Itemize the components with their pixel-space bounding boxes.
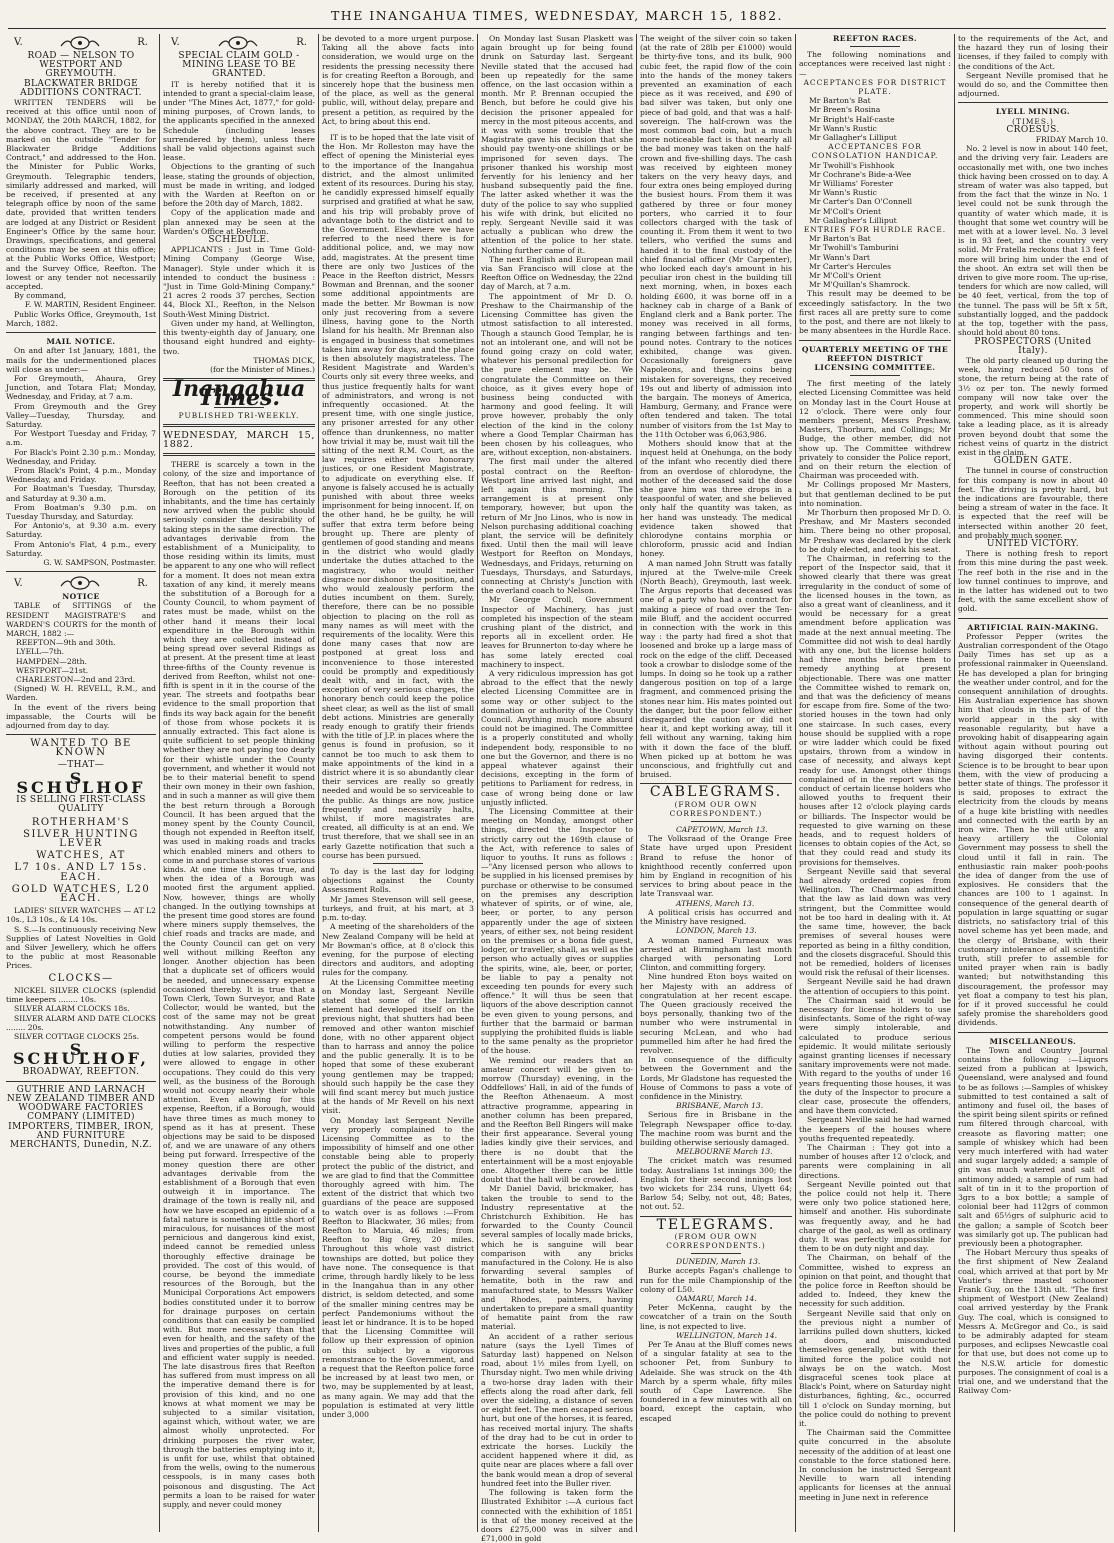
notice-foot: In the event of the rivers being impassable, the Courts will be adjourned from day to day. (6, 702, 156, 731)
leader-article: THERE is scarcely a town in the colony, of the size and importance of Reefton, that has not been created a Borough on the petition of its inhabitants, and the time has certainly now arrived when the public should seriously consider the desirability of taking steps in the same direction. The advantages derivable from the establishment of a Municipality, to those residing within its limits, must be apparent to any one who will reflect for a moment. It does not mean extra taxation of any kind, it merely means the substitution of a Borough for a County Council, to whom payment of rates must be made, whilst on the other hand it means their local expenditure in the Borough within which they are collected instead of being spread over several Ridings as at present. At the present time at least three-fifths of the County revenue is derived from Reefton, whilst not one-fifth is spent in it in the course of the year. The streets and footpaths bear evidence to the small proportion that finds its way back again for the benefit of those from whose pockets it is annually extracted. This fact alone is quite sufficient to set people thinking whether they are not paying too dearly for their whistle under the County government, and whether it would not be to their material benefit to spend their own money in their own fashion, and in such a manner as will give them the best return through a Borough Council. It has been argued that the money spent by the County Council, though not expended in Reefton itself, was used in making roads and tracks which enabled miners and others to come in and purchase stores of various kinds. At one time this was true, and when the idea of a Borough was mooted first the argument applied. Now, however, things are wholly changed. In the outlying townships at the present time good stores are found where miners supply themselves, the chief roads and tracks are made, and the County Council can get on very well without milking Reefton any longer. Another objection has been that a duplicate set of officers would be needed, and unnecessary expense occasioned thereby. It is true that a Town Clerk, Town Surveyor, and Rate Collector, would be wanted, but the cost of the same may not be great notwithstanding. Any number of competent persons would be found willing to perform the respective duties at low salaries, provided they were allowed to engage in other occupations. They could do this very well, as the business of the Borough would not occupy nearly their whole attention. Even allowing for this expense, Reefton, if a Borough, would have three times as much money to spend as it has at present. These objections may be said to be disposed of, and we are unaware of any others being put forward. Irrespective of the money question there are other advantages derivable from the establishment of a Borough that even outweigh it in importance. The drainage of the town is really nil, and how we have escaped an epidemic of a fatal nature is something little short of miraculous, for nuisances of the most pernicious and dangerous kind exist, indeed cannot be remedied unless thoroughly effective drainage be provided. The cost of this would, of course, be beyond the immediate resources of the Borough, but the Municipal Corporations Act empowers bodies constituted under it to borrow for drainage purposes on certain conditions that can easily be complied with. But more necessary than that even for health, and the safety of the lives and properties of the public, a full and efficient water supply is needed. The late disastrous fires that Reefton has suffered from must impress on all the imperative demand there is for provision of this kind, and no one knows at what moment we may be subjected to a similar visitation, against which, without water, we are almost wholly unprotected. For drinking purposes the river water, through the batteries emptying into it, is unfit for use, whilst that obtained from the wells, owing to the numerous cesspools, is in many cases both poisonous and disgusting. The Act permits a loan to be raised for water supply, and never could money (163, 460, 315, 1510)
mail-line: From Black's Point, 4 p.m., Monday Wednesday, and Friday. (6, 465, 156, 485)
race-entry: Mr Wann's Dart (809, 252, 870, 262)
paragraph: The Chairman : They got into a number of houses after 12 o'clock, and parents were complaining in all directions. (799, 1142, 951, 1180)
watches-line: WATCHES, AT (36, 850, 126, 862)
croesus-date: FRIDAY March 10. (1035, 135, 1108, 145)
schedule-heading: SCHEDULE. (208, 235, 270, 246)
clock-line: SILVER ALARM CLOCKS 18s. (14, 1004, 130, 1014)
paragraph: This result may be deemed to be exceedingly satisfactory. In the two first races all are pretty sure to come to the post, and there are not likely to be many absentees in the Hurdle Race. (799, 289, 951, 336)
prospectors-heading: PROSPECTORS (United Italy). (974, 336, 1092, 356)
paragraph: to the requirements of the Act, and the hazard they run of losing their licenses, if they failed to comply with the conditions of the Act. (958, 34, 1108, 71)
silver-line: SILVER HUNTING LEVER (23, 828, 139, 850)
paragraph: The Chairman, in referring to the report of the Inspector said, that it showed clearly that there was great irregularity in the conduct of some of the licensed houses in the town, as also a great want of cleanliness, and it would be necessary for a great amendment before application was made at the next annual meeting. The Committee did not wish to deal hardly with any one, but the license holders had three months before them to remedy anything at present objectionable. There was one matter the Committee wished to remark on, and that was the deficiency of means for escape from fire. Some of the two-storied houses in the town had only one staircase. In such cases, every house should be supplied with a rope or wire ladder which could be fixed upstairs, thrown from a window in case of necessity, and always kept ready for use. Amongst other things complained of in the report was the conduct of certain license holders who allowed youths to frequent their houses after 12 o'clock playing cards or billiards. The Inspector would be requested to give warning on these heads, and to request holders of licenses to obtain copies of the Act, so that they could read and study its provisions for themselves. (799, 553, 951, 867)
paragraph: Sergeant Neville said he had drawn the attention of occupiers to this point. (799, 977, 951, 996)
lease-body: Copy of the application made and plan annexed may be seen at the Warden's Office at Reefton. (163, 208, 315, 236)
sitting-line: REEFTON—9th and 30th. (16, 638, 116, 648)
wanted-heading: WANTED TO BE KNOWN (30, 738, 132, 759)
column-rule (477, 34, 478, 1532)
sitting-line: LYELL—7th. (16, 647, 64, 657)
mail-line: From Greymouth and the Grey Valley—Tuesday, Thursday, and Saturday. (6, 401, 156, 429)
race-entry: Mr Wann's Rustic (809, 123, 877, 133)
divider (958, 102, 1108, 103)
running-head: THE INANGAHUA TIMES, WEDNESDAY, MARCH 15, 1882. (330, 8, 784, 23)
divider (6, 332, 156, 333)
column-5 (640, 34, 792, 1532)
lyell-title: LYELL MINING. (995, 107, 1071, 117)
paragraph: Sergeant Neville pointed out that the police could not help it. There were only two police stationed here, himself and another. His subordinate was frequently away, and he had charge of the gaol, as well as ordinary duty. It was perfectly impossible for them to be on duty night and day. (799, 1179, 951, 1254)
place-line: LONDON, March 13. (676, 926, 757, 936)
paragraph: Sergeant Neville said that several had already ordered copies from Wellington. The Chairman admitted that the law as laid down was very stringent, but the Committee would not be too hard in dealing with it. At the same time, however, the back premises of several houses were reported as being in a filthy condition, and the closets disgraceful. Should this not be remedied, holders of licenses would risk the refusal of their licenses. (799, 866, 951, 978)
paragraph: Mr Thorburn then proposed Mr D. O. Preshaw, and Mr Masters seconded him. There being no other proposal, Mr Preshaw was declared by the clerk to be duly elected, and took his seat. (799, 507, 951, 554)
mail-line: From Boatman's 9.30 p.m. on Tuesday Thursday, and Saturday. (6, 502, 156, 521)
notice-signature: (Signed) W. H. REVELL, R.M., and Warden. (6, 684, 156, 703)
ladies-line: LADIES' SILVER WATCHES — AT L2 10s., L3 10s., & L4 10s. (6, 906, 156, 925)
column-rule (636, 34, 637, 1532)
paper-title: Inangahua Times. (172, 376, 306, 412)
paragraph: A very ridiculous impression has got abroad to the effect that the newly elected Licensing Committee are in some way or other subject to the domination or authority of the County Council. Anything much more absurd could not be imagined. The Committee is a properly constituted and wholly independent body, responsible to no one but the Governor, and there is no appeal whatever against their decisions, excepting in the form of petitions to Parliament for redress, in case of wrong being done or law unjustly inflicted. (481, 669, 633, 807)
paragraph: The cricket match was resumed today. Australians 1st innings 300; the English for their second innings lost two wickets for 234 runs, Ulyett 64; Barlow 54; Selby, not out, 48; Bates, not out. 52. (640, 1156, 792, 1212)
paragraph: A man named John Strutt was fatally injured at the Twelve-mile Creek (North Beach), Greymouth, last week. The Argus reports that deceased was one of a party who had a contract for making a piece of road over the Ten-mile Bluff, and the accident occurred in connection with the work in this way : the party had fired a shot that loosened and broke up a large mass of rock on the edge of the cliff. Deceased took a crowbar to dislodge some of the lumps. In doing so he took up a rather dangerous position on top of a large fragment, and commenced prising the stones near him. His mates pointed out the danger, but the poor fellow either disregarded the caution or did not hear it, and kept working away, till it fell without any warning, taking him with it down the face of the bluff. When picked up at bottom he was unconscious, and frightfully cut and bruised. (640, 558, 792, 780)
paragraph: Mr Daniel David, brickmaker, has taken the trouble to send to the Industry representative at the Christchurch Exhibition. He has forwarded to the County Council several samples of locally made bricks, which he is sanguine will bear comparison with any bricks manufactured in the Colony. He is also forwarding several samples of hematite, both in the raw and manufactured state, to Messrs Walker and Rhodes, painters, having undertaken to prepare a small quantity of hematite paint from the raw material. (481, 1184, 633, 1332)
race-entry: Mr Carter's Dan O'Connell (809, 197, 913, 207)
rain-title: ARTIFICIAL RAIN-MAKING. (967, 622, 1099, 632)
race-entry: Mr Barton's Bat (809, 234, 871, 244)
divider (958, 618, 1108, 619)
united-heading: UNITED VICTORY. (986, 538, 1080, 549)
divider (850, 46, 900, 47)
selling-line: IS SELLING FIRST-CLASS (16, 795, 146, 806)
paragraph: The weight of the silver coin so taken (at the rate of 28lb per £1000) would be thirty-five tons, and its bulk, 900 cubic feet, the rapid flow of the coin into the hands of the money takers prevented an examination of each piece as it was received, and £90 of bad silver was taken, but only one piece of bad gold, and that was a half-sovereign. The half-crown was the most common bad coin, but a much more noticeable fact is that nearly all the bad money was taken on the half-crown and five-shilling days. The cash was received by eighteen money takers on the very heavy days, and four extra ones being employed during the busiest hours. From them it was gathered by three or four money porters, who carried it to four collectors charged with the task of counting it. From them it went to two tellers, who verified the sums and handed it to the final custody of the chief financial officer (Mr Carpenter), who locked each day's amount in his peculiar iron chest in the building till next morning, when, in boxes each holding £600, it was borne off in a hackney cab in charge of a Bank of England clerk and a Bank porter. The money was received in all forms, ranging between farthings and ten-pound notes. Contrary to the notices exhibited, change was given. Occasionally foreigners gave Napoleons, and these coins being mistaken for sovereigns, they received 19s out and liberty of admission into the bargain. The moneys of America, Hamburg, Germany, and France were often tendered and taken. The total number of visitors from the 1st May to the 11th October was 6,063,986. (640, 34, 792, 439)
column-rule (159, 34, 160, 1532)
paragraph: In consequence of the difficulty between the Government and the Lords, Mr Gladstone has requested the House of Commons to pass a vote of confidence in the Ministry. (640, 1055, 792, 1101)
misc-title: MISCELLANEOUS. (989, 1036, 1077, 1046)
mail-line: For Black's Point 2.30 p.m.: Monday, Wednesday, and Friday. (6, 447, 156, 466)
that-line: —THAT— (57, 759, 105, 770)
mail-line: From Antonio's Flat, 4 p.m., every Saturday. (6, 539, 156, 558)
rotherham-line: ROTHERHAM'S (31, 816, 131, 828)
mail-notice-title: MAIL NOTICE. (46, 337, 116, 347)
paragraph: Mr Collings proposed Mr Masters, but that gentleman declined to be put into nomination. (799, 480, 951, 508)
paragraph: The Chairman said it would be necessary for license holders to use disinfectants. Some of the right of-way were simply intolerable, and calculated to produce serious epidemic. It would militate seriously against granting licenses if necessary sanitary improvements were not made. With regard to the youths of under 16 years frequenting those houses, it was the duty of the Inspector to procure a clear case, prosecute the offenders, and have them convicted. (799, 995, 951, 1116)
paragraph: To day is the last day for lodging objections against the County Assessment Rolls. (322, 867, 474, 895)
paragraph: Burke accepts Fagan's challenge to run for the mile Championship of the colony of L50. (640, 1266, 792, 1294)
paragraph: At the Licensing Committee meeting on Monday last, Sergeant Neville stated that some of the larrikin element had developed itself on the previous night, that shutters had been removed and other wanton mischief done, with no other apparent object than to harrass and annoy the police and the public generally. It is to be hoped that some of these exuberant young gentlemen may be trapped; should such happily be the case they will find scant mercy but much justice at the hands of Mr Revell on his next visit. (322, 977, 474, 1116)
postmaster-signature: G. W. SAMPSON, Postmaster. (43, 557, 156, 567)
race-entry: Mr Gallagher's Lilliput (809, 133, 897, 143)
tender-subtitle: BLACKWATER BRIDGE ADDITIONS CONTRACT. (20, 78, 142, 98)
paragraph: A political crisis has occurred and the Ministry have resigned. (640, 907, 792, 927)
race-entry: Mr Carter's Hercules (809, 261, 892, 271)
crest-icon (57, 36, 103, 50)
notice-title: NOTICE (62, 592, 100, 602)
cablegrams-title: CABLEGRAMS. (649, 784, 783, 801)
mail-line: For Greymouth, Ahaura, Grey Junction, and Totara Flat; Monday, Wednesday, and Friday, at 7 a.m. (6, 373, 156, 402)
mail-line: For Antonio's, at 9.30 a.m. every Saturday. (6, 521, 156, 540)
paragraph: The appointment of Mr D. O. Preshaw to the Chairmanship of the Licensing Committee has given the utmost satisfaction to all interested. Though a staunch Good Templar, he is not an intolerant one, and will not be found going crazy on cold water, whatever his personal predilection for the pure element may be. We congratulate the Committee on their choice, as it gives every hope of business being conducted with harmony and good feeling. It will prove however, probably the only election of the kind in the colony where a Good Templar Chairman has been chosen by his colleagues, who are, without exception, non-abstainers. (481, 291, 633, 458)
divider (163, 424, 315, 427)
paragraph: Sergeant Neville promised that he would do so, and the Committee then adjourned. (958, 70, 1108, 99)
race-entry: Mr Twohill's Tamburini (809, 243, 899, 253)
published-line: PUBLISHED TRI-WEEKLY. (178, 410, 300, 420)
race-entry: Mr Barton's Bat (809, 96, 871, 106)
paragraph: Mothers should know that at the inquest held at Onehunga, on the body of the infant who recently died there from an overdose of chlorodyne, the mother of the deceased said the dose she gave him was three drops in a teaspoonful of water, and she believed only half the quantity was taken, as her hand was unsteady. The medical evidence taken showed that chlorodyne contains morphia or chloroform, prussic acid and Indian honey. (640, 438, 792, 559)
paragraph: be devoted to a more urgent purpose. Taking all the above facts into consideration, we would urge on the residents the pressing necessity there is for creating Reefton a Borough, and sincerely hope that the business men of the place, as well as the general public, will, without delay, prepare and present a petition, as required by the Act, to bring about this end. (322, 34, 474, 126)
sitting-line: HAMPDEN—28th. (16, 656, 87, 666)
thomas-dick: THOMAS DICK, (253, 355, 315, 365)
race-entry: Mr Williams' Forester (809, 179, 893, 189)
race-entry: Mr Cochrane's Bide-a-Wee (809, 169, 912, 179)
column-2 (163, 34, 315, 1532)
divider (6, 1081, 156, 1082)
clock-line: SILVER ALARM AND DATE CLOCKS ........ 20s. (6, 1013, 156, 1032)
column-6 (799, 34, 951, 1532)
paragraph: The first mail under the altered postal contract on the Reefton-Westport line arrived last night, and left again this morning. The arrangement is at present only temporary, however, but upon the return of Mr Jno Linos, who is now in Nelson purchasing additional coaching plant, the service will be definitely fixed. Until then the mail will leave Westport for Reefton on Mondays, Wednesdays, and Fridays, returning on Tuesdays, Thursdays, and Saturdays, connecting at Christy's Junction with the overland coach to Nelson. (481, 457, 633, 596)
paragraph: Mr George Croll, Government Inspector of Machinery, has just completed his inspection of the steam crushing plant of the district, and reports all in excellent order. He leaves for Brunnerton to-day where he has some lately erected coal machinery to inspect. (481, 595, 633, 669)
column-4 (481, 34, 633, 1543)
divider (6, 734, 156, 735)
paragraph: Sergeant Neville said that only on the previous night a number of larrikins pulled down shutters, kicked at doors, and misconducted themselves generally, but with their limited force the police could not always be on the watch. Most disgraceful scenes took place at Black's Point, where on Saturday night disturbances, fighting, &c., occurred till 1 o'clock on Sunday morning, but the police could do nothing to prevent it. (799, 1308, 951, 1429)
paragraph: There is nothing fresh to report from this mine during the past week. The reef both in the rise and in the low tunnel continues to improve, and in the latter has widened out to two feet, with the same excellent show of gold. (958, 549, 1108, 614)
divider (691, 1253, 741, 1254)
paragraph: On Monday last Susan Plaskett was again brought up for being found drunk on Saturday last. Sergeant Neville stated that the accused had been up repeatedly for the same offence, on the last occasion within a month. Mr P. Brennan occupied the Bench, but before he could give his decision the prisoner appealed for mercy in the most piteous accents, and it was with some trouble that the Magistrate gave his decision that she should pay twenty-one shillings or be imprisoned for seven days. The prisoner thanked his worship most fervently for his leniency and her husband subsequently paid the fine. The latter asked whether it was the duty of the police to say who supplied his wife with drink, but elicited no reply. Sergeant Neville said it was actually a publican who drew the attention of the police to her state. Nothing further came of it. (481, 34, 633, 255)
race-entry: Mr Bright's Half-caste (809, 114, 895, 124)
place-line: BRISBANE, March 13. (676, 1101, 764, 1111)
paragraph: The following is taken form the Illustrated Exhibitor :—A curious fact connected with the exhibition of 1851 is that of the money received at the doors £275,000 was in silver and £71,000 in gold (481, 1488, 633, 1543)
divider (958, 1032, 1108, 1033)
dateline: WEDNESDAY, MARCH 15, 1882. (163, 429, 315, 450)
paragraph: Per Te Anau at the Bluff comes news of a singular fatality at sea to the schooner Pet, from Sunbury to Adelaide. She was struck on the 4th March by a sperm whale, fifty miles south of Cape Lawrence. She foundered in a few minutes with all on board, except the captain, who escaped (640, 1340, 792, 1423)
croesus-heading: CROESUS. (1006, 124, 1060, 135)
golden-heading: GOLDEN GATE. (993, 456, 1073, 467)
paragraph: Professor Pepper (writes the Australian correspondent of the Otago Daily Times has set up as a professional rainmaker in Queensland. He has developed a plan for bringing the weather under control, and for the consequent annihilation of droughts. His Australian experience has shown him that clouds in this part of the world appear in the sky with reasonable regularity, but have a provoking habit of disappearing again without again without pouring out having disgorged their contents. Science is to be brought to bear upon them, with the view of producing a better state of things. The professor it is said, proposes to extract the electricity from the clouds by means of a huge kite bristling with needles and connected with the earth by an iron wire. Then he will utilise any heavy artillery the Colonial Government may possess to shell the cloud until it fall in rain. The enthusiastic rain maker pooh-poohs the idea of danger from the use of explosives. He considers that the chances are 100 to 1 against. In consequence of the general dearth of population in large squatting or sugar districts, no satisfactory trial of this novel scheme has yet been made, and the clergy of Brisbane, with their customary intolerance of all scientific truth, still prefer to assemble for united prayer when rain is badly wanted; but notwithstanding this discouragement, the professor may yet float a company to test his plan, for if it proved successful he could safely promise the shareholders good dividends. (958, 631, 1108, 1028)
sitting-line: WESTPORT—21st. (16, 665, 89, 675)
divider (799, 340, 951, 341)
telegrams-title: TELEGRAMS. (656, 1216, 776, 1233)
place-line: WELLINGTON, March 14. (676, 1330, 777, 1340)
entries-heading: ENTRIES FOR HURDLE RACE. (803, 225, 947, 235)
paragraph: Peter McKenna, caught by the cowcatcher of a train on the South line, is not expected to live. (640, 1303, 792, 1331)
quarterly-title: QUARTERLY MEETING OF THE REEFTON DISTRICT LICENSING COMMITTEE. (801, 344, 949, 372)
place-line: DUNEDIN, March 13. (676, 1257, 761, 1267)
mail-line: For Boatman's Tuesday, Thursday, and Saturday at 9.30 a.m. (6, 484, 156, 503)
paragraph: Sergeant Neville said he had warned the keepers of the houses where youths frequented repeatedly. (799, 1115, 951, 1143)
paragraph: The Chairman, on behalf of the Committee, wished to express an opinion on that point, and thought that the police force in Reefton should be added to. Indeed, they knew the necessity for such addition. (799, 1253, 951, 1309)
divider (373, 863, 423, 864)
acceptances-heading: ACCEPTANCES FOR CONSOLATION HANDICAP. (811, 142, 939, 161)
tender-by: By command, (14, 291, 67, 301)
clocks-heading: CLOCKS— (48, 972, 114, 984)
acceptances-heading: ACCEPTANCES FOR DISTRICT PLATE. (803, 77, 947, 97)
divider (691, 821, 741, 822)
column-rule (318, 34, 319, 1532)
tender-title: ROAD — NELSON TO WESTPORT AND GREYMOUTH. (27, 51, 135, 80)
race-entry: Mr M'Quillan's Shamrock. (809, 280, 911, 290)
telegrams-sub: (FROM OUR OWN CORRESPONDENTS.) (666, 1231, 766, 1250)
quality-line: QUALITY (58, 804, 104, 815)
lyell-sub: (TIMES.) (1012, 116, 1054, 126)
place-line: ATHENS, March 13. (676, 898, 755, 908)
paragraph: Nine hundred Eton boys waited on her Majesty with an address of congratulation at her recent escape. The Queen graciously received the boys personally, thanking two of the number who were instrumental in securing McLean, and who had pummelled him after he had fired the revolver. (640, 972, 792, 1055)
sitting-line: CHARLESTON—2nd and 23rd. (16, 675, 136, 684)
minister-line: (for the Minister of Mines.) (210, 364, 315, 374)
paragraph: We remind our readers that an amateur concert will be given to-morrow (Thursday) evening, in the Oddfellows' Hall, in aid of the funds of the Reefton Athenaeum. A most attractive programme, appearing in another column has been prepared, and the Reefton Bell Ringers will make their first appearance. Several young ladies kindly give their services, and there is no doubt that the entertainment will be a most enjoyable one. Altogether there can be little doubt that the hall will be crowded. (481, 1055, 633, 1185)
clock-line: NICKEL SILVER CLOCKS (splendid time keepers ........ 10s. (6, 985, 156, 1005)
race-entry: Mr M'Coll's Orient (809, 271, 882, 281)
column-3 (322, 34, 474, 1532)
paragraph: On Monday last Sergeant Neville very properly complained to the Licensing Committee as to the impossibility of himself and one other constable being able to properly protect the public of the district, and we are glad to find that the Committee thoroughly agreed with him. The extent of the district that which two guardians of the peace are supposed to watch over is as follows :—From Reefton to Blackwater, 36 miles; from Reefton to Maruia, 46 miles; from Reefton to Big Grey, 20 miles. Throughout this whole vast district townships are dotted, but police they have none. The consequence is that crime, through hardly likely to be less in the Inangahua than in any other district, is seldom detected, and some of the smaller mining centres may be perfect Pandemoniums without the least let or hindrance. It is to be hoped that the Licensing Committee will follow up their expression of opinion on this subject by a vigorous remonstrance to the Government, and a request that the Reefton police force be increased by at least two men, or two, may be supplemented by at least, as many again. We may add that the population is estimated at very little under 3,000 (322, 1115, 474, 1420)
broadway-line: BROADWAY, REEFTON. (22, 1066, 140, 1077)
lease-body: IT is hereby notified that it is intended to grant a special-claim lease, under "The Mines Act, 1877," for gold-mining purposes, of Crown lands, to the applicants specified in the annexed Schedule (including leases surrendered by them), unless there shall be valid objections against such lease. (163, 79, 315, 163)
mail-line: For Westport Tuesday and Friday, 7 a.m. (6, 429, 156, 448)
paragraph: The first meeting of the lately elected Licensing Committee was held on Monday last in the Court House at 12 o'clock. There were only four members present, Messrs Preshaw, Masters, Thorburn, and Collings; Mr Budge, the other member, did not show up. The Committee withdrew privately to consider the Police report, and on their return the election of Chairman was proceeded with. (799, 379, 951, 481)
royal-arms: V. R. (14, 577, 148, 589)
mail-intro: On and after 1st January, 1881, the mails for the undermentioned places will close as under:— (6, 346, 156, 374)
place-line: CAPETOWN, March 13. (676, 825, 768, 835)
crest-icon (57, 576, 103, 590)
race-entry: Mr Gallagher's Lilliput (809, 215, 897, 225)
paragraph: IT is to be hoped that the late visit of the Hon. Mr Rolleston may have the effect of opening the Ministerial eyes to the importance of the Inangahua district, and the almost unlimited extent of its resources. During his stay, he candidly expressed himself equally surprised and gratified at what he saw, and his trip will probably prove of advantage both to the district and to the Government. Elsewhere we have referred to the need there is for additional police, and, we may now add, magistrates. At the present time there are only two Justices of the Peace in the Reefton district, Messrs Bowman and Brennan, and the sooner some additional appointments are made the better. Mr Bowman is now only just recovering from a severe illness, having gone to the North Island for his health. Mr Brennan also is engaged in business that sometimes takes him away for days, and the place is then absolutely magistrateless. The Resident Magistrate and Warden's Courts only sit every three weeks, and thus justice frequently halts for want of administrators, and wrong is not infrequently occasioned. At the present time, with one single justice, any prisoner arrested for any other offence than drunkenness, no matter how trivial it may be, must wait till the sitting of the next R.M. Court, as the law requires either two honorary justices, or one Resident Magistrate, to adjudicate on everything else. If anyone is falsely accused he is actually punished with about three weeks imprisonment for being innocent. If, on the other hand, he be guilty, he will suffer that extra term before being brought up. There are plenty of gentlemen of good standing and means in the district who would gladly undertake the duties attached to the magistracy, who would neither disgrace nor dishonor the position, and who would zealously perform the duties incumbent on them. Surely, therefore, there can be no possible objection to placing on the roll as many names as will meet with the requirements of the locality. Were this done many cases that now are postponed at great loss and inconvenience to those interested could be promptly and expeditiously dealt with, and in fact, with the exception of very serious charges, the honorary bench could keep the police sheet clear, as well as the list of small debt actions. Ministries are generally ready enough to gratify their friends with the title of J.P. in places where the genus is found in profusion, so it cannot be too much to ask them to make appointments of the kind in a district where it is so abundantly clear their services are really so greatly needed and would be so serviceable to the public. As things are now, justice frequently and necessarily halts, whilst, if more magistrates are created, all difficulty is at an end. We trust therefore, that we shall see in an early Gazette notification that such a course has been pursued. (322, 133, 474, 860)
divider (6, 571, 156, 572)
paragraph: The Chairman said the Committee quite concurred in the absolute necessity of the addition of at least one constable to the force stationed here. In conclusion he instructed Sergeant Neville to warn all intending applicants for licenses at the annual meeting in June next in reference (799, 1428, 951, 1502)
place-line: OAMARU, March 14. (676, 1294, 757, 1304)
paragraph: The Hobart Mercury thus speaks of the first shipment of New Zealand coal, which arrived at that port by Mr Vautier's three masted schooner Frank Guy, on the 13th ult. "The first shipment of Westport (New Zealand) coal arrived yesterday by the Frank Guy. The coal, which is consigned to Messrs A. McGregor and Co., is said to be admirably adapted for steam purposes, and eclipses Newcastle coal for that use, but does not come up to the N.S.W. article for domestic purposes. The consignment of coal is a trial one, and we understand that the Railway Com- (958, 1248, 1108, 1396)
paragraph: The Town and Country Journal contains the following :—Liquors seized from a publican at Ipswich, Queensland, were analysed and found to be as follows :—Samples of whiskey submitted to test contained a salt of antimony and fusel oil, the bases of the spirit being silent spirits or refined rum filtered through charcoal, with creasote as flavoring matter; one sample of whiskey which had been very much interfered with had water and sugar largely added; a sample of gin was much watered and salt of antimony added; a sample of rum had salt of tin in it to the proportion of 3grs to a box bottle; a sample of colonial beer had 112grs of common salt and 65½grs of sulphuric acid to the gallon; a sample of Scotch beer was similarly got up. The publican had previously been a photographer. (958, 1045, 1108, 1248)
race-entry: Mr Wann's Rustic (809, 188, 877, 198)
race-entry: Mr Twohill's Fishhook (809, 160, 895, 170)
schulhof-name: S. SCHULHOF (16, 768, 146, 798)
place-line: MELBOURNE March 13. (676, 1147, 773, 1157)
royal-arms: V. R. (14, 37, 148, 49)
guthrie-ad: GUTHRIE AND LARNACH NEW ZEALAND TIMBER AND WOODWARE FACTORIES COMPANY (LIMITED) (6, 1084, 156, 1123)
paragraph: The next English and European mail via San Francisco will close at the Reefton Office on Wednesday, the 22nd day of March, at 7 a.m. (481, 254, 633, 292)
schulhof-name-2: S. SCHULHOF, (13, 1040, 149, 1069)
races-title: REEFTON RACES. (832, 34, 918, 43)
price-line: L7 10s. AND L7 15s. EACH. (14, 862, 148, 883)
head-rule (8, 28, 1106, 29)
divider (373, 129, 423, 130)
paragraph: Mr James Stevenson will sell geese, turkeys, and fruit, at his mart, at 3 p.m. to-day. (322, 894, 474, 923)
race-entry: Mr M'Coll's Orient (809, 206, 882, 216)
given-line: Given under my hand, at Wellington, this twenty-eighth day of January, one thousand eight hundred and eighty-two. (163, 318, 315, 356)
lease-title: SPECIAL CLAIM GOLD - MINING LEASE TO BE GRANTED. (178, 51, 300, 80)
divider (850, 375, 900, 376)
column-rule (954, 34, 955, 1532)
royal-arms: V. R. (171, 37, 307, 49)
paragraph: Serious fire in Brisbane in the Telegraph Newspaper office to-day. The machine room was burnt and the building otherwise seriously damaged. (640, 1110, 792, 1147)
tender-office: Public Works Office, Greymouth, 1st March, 1882. (6, 309, 156, 328)
notice-intro: TABLE of SITTINGS of the RESIDENT MAGISTRATE'S and WARDEN'S COURTS for the month of MARCH, 1882 :— (6, 601, 156, 638)
entries-list (799, 234, 951, 289)
paragraph: The tunnel in course of construction for this company is now in about 40 feet. The driving is pretty hard, but the indications are favourable, there being a stream of water in the face. It is expected that the reef will be intersected within another 20 feet, and probably much sooner. (958, 466, 1108, 540)
paragraph: No. 2 level is now in about 140 feet, and the driving very fair. Leaders are occasionally met with, one two inches thick having been crossed on to day. A stream of water was also tapped, but from the fact that the winze in No. 1 level could not be sunk through the quantity of water which made, it is thought that some wet country will be met with at a lower level. No. 3 level is in 93 feet, and the country very solid. Mr Fratella reckons that 13 feet more will bring him under the end of the shoot. An extra set will then be driven to give more room. The up-rise, tenders for which are now called, will be 40 feet, vertical, from the top of the tunnel. The pass will be 5ft x 5ft, substantially logged, and the paddock at the top, together with the pass, should hold about 80 tons. (958, 144, 1108, 338)
acceptances-list (799, 96, 951, 142)
clock-line: SILVER COTTAGE CLOCKS 25s. (14, 1031, 140, 1041)
crest-icon (215, 36, 261, 50)
acceptances-list (799, 161, 951, 225)
column-7 (958, 34, 1108, 1532)
tender-body: WRITTEN TENDERS will be received at this office until noon of MONDAY, the 20th MARCH, 1882, for the above contract. They are to be marked on the outside "Tender for Blackwater Bridge Additions Contract," and addressed to the Hon. the Minister for Public Works, Greymouth. Telegraphic tenders, similarly addressed and marked, will be received, if presented at any telegraph office by noon of the same date, provided that written tenders are lodged at any District or Resident Engineer's Office by the same hour. Drawings, specifications, and general conditions may be seen at this office; at the Public Works Office, Westport; and the Survey Office, Reefton. The lowest or any tender not necessarily accepted. (6, 98, 156, 292)
paragraph: The following nominations and acceptances were received last night :— (799, 50, 951, 78)
tender-signature: F. W. MARTIN, Resident Engineer. (24, 300, 156, 310)
applicants: APPLICANTS : Just in Time Gold-Mining Company (George Wise, Manager). Style under which it is intended to conduct the business : "Just in Time Gold-Mining Company." 21 acres 2 roods 37 perches, Section 44, Block XI., Reefton, in the Nelson South-West Mining District. (163, 245, 315, 319)
column-rule (795, 34, 796, 1532)
gold-line: GOLD WATCHES, L20 EACH. (11, 883, 151, 905)
divider (163, 453, 315, 456)
lease-body: Objections to the granting of such lease, stating the grounds of objection, must be made in writing, and lodged with the Warden at Reefton on or before the 20th day of March, 1882. (163, 162, 315, 209)
paragraph: A meeting of the shareholders of the New Zealand Company will be held at Mr Bowman's office, at 8 o'clock this evening, for the purpose of electing directors and auditors, and adopting rules for the company. (322, 922, 474, 978)
paragraph: The old party cleaned up during the week, having reduced 50 tons of stone, the return being at the rate of 3½ oz per ton. The newly formed company will now take over the property, and work will shortly be commenced. This mine should soon take a leading place, as it is already proven beyond doubt that some the richest veins of quartz in the district exist in the claim. (958, 355, 1108, 457)
paragraph: The Volksraad of the Orange Free State have urged upon President Brand to refuse the honor of knighthood recently conferred upon him by England in recognition of his services to bring about peace in the late Transvaal war. (640, 834, 792, 899)
importers-line: IMPORTERS, TIMBER, IRON, AND FURNITURE MERCHANTS, Dunedin, N.Z. (8, 1121, 154, 1150)
column-1 (6, 34, 156, 1532)
receiving-line: S. S.—Is continuously receiving New Supplies of Latest Novelties in Gold and Silver Jewellery, which he offers to the public at most Reasonable Prices. (6, 924, 156, 971)
race-entry: Mr Breen's Rosina (809, 105, 881, 115)
paragraph: A woman named Furneaux was arrested at Birmingham last month charged with personating Lord Clinton, and committing forgery. (640, 935, 792, 973)
paragraph: An accident of a rather serious nature (says the Lyell Times of Saturday last) happened on Nelson road, about 1½ miles from Lyell, on Thursday night. Two men while driving a two-horse dray laden with their effects along the road after dark, fell over the sideling, a distance of seven or eight feet. The men escaped serious hurt, but one of the horses, it is feared, has received mortal injury. The shafts of the dray had to be cut in order to extricate the horses. Luckily the accident happened where it did, as quite near are places where a fall over the bank would mean a drop of several hundred feet into the Buller river. (481, 1331, 633, 1488)
paragraph: The Licensing Committee at their meeting on Monday, amongst other things, directed the Inspector to strictly carry out the 169th clause of the Act, with reference to sales of liquor to youths. It runs as follows :—"Any licensed person who allows to be supplied in his licensed premises by purchase or otherwise to be consumed on the premises any description whatever of spirits, or of wine, ale, beer, or porter, to any person apparently under the age of sixteen years, of either sex, not being resident on the premises or a bona fide guest, lodger, or traveller, shall, as well as the person who actually gives or supplies the spirits, wine, ale, beer, or porter, be liable to pay a penalty not exceeding ten pounds for every such offence." It will thus be seen that liquors of the above description cannot be even given to young persons, and further that the barmaid or barman supplying the prohibited fluids is liable to the same penalty as the proprietor of the house. (481, 807, 633, 1056)
cablegrams-sub: (FROM OUR OWN CORRESPONDENT.) (669, 799, 763, 818)
